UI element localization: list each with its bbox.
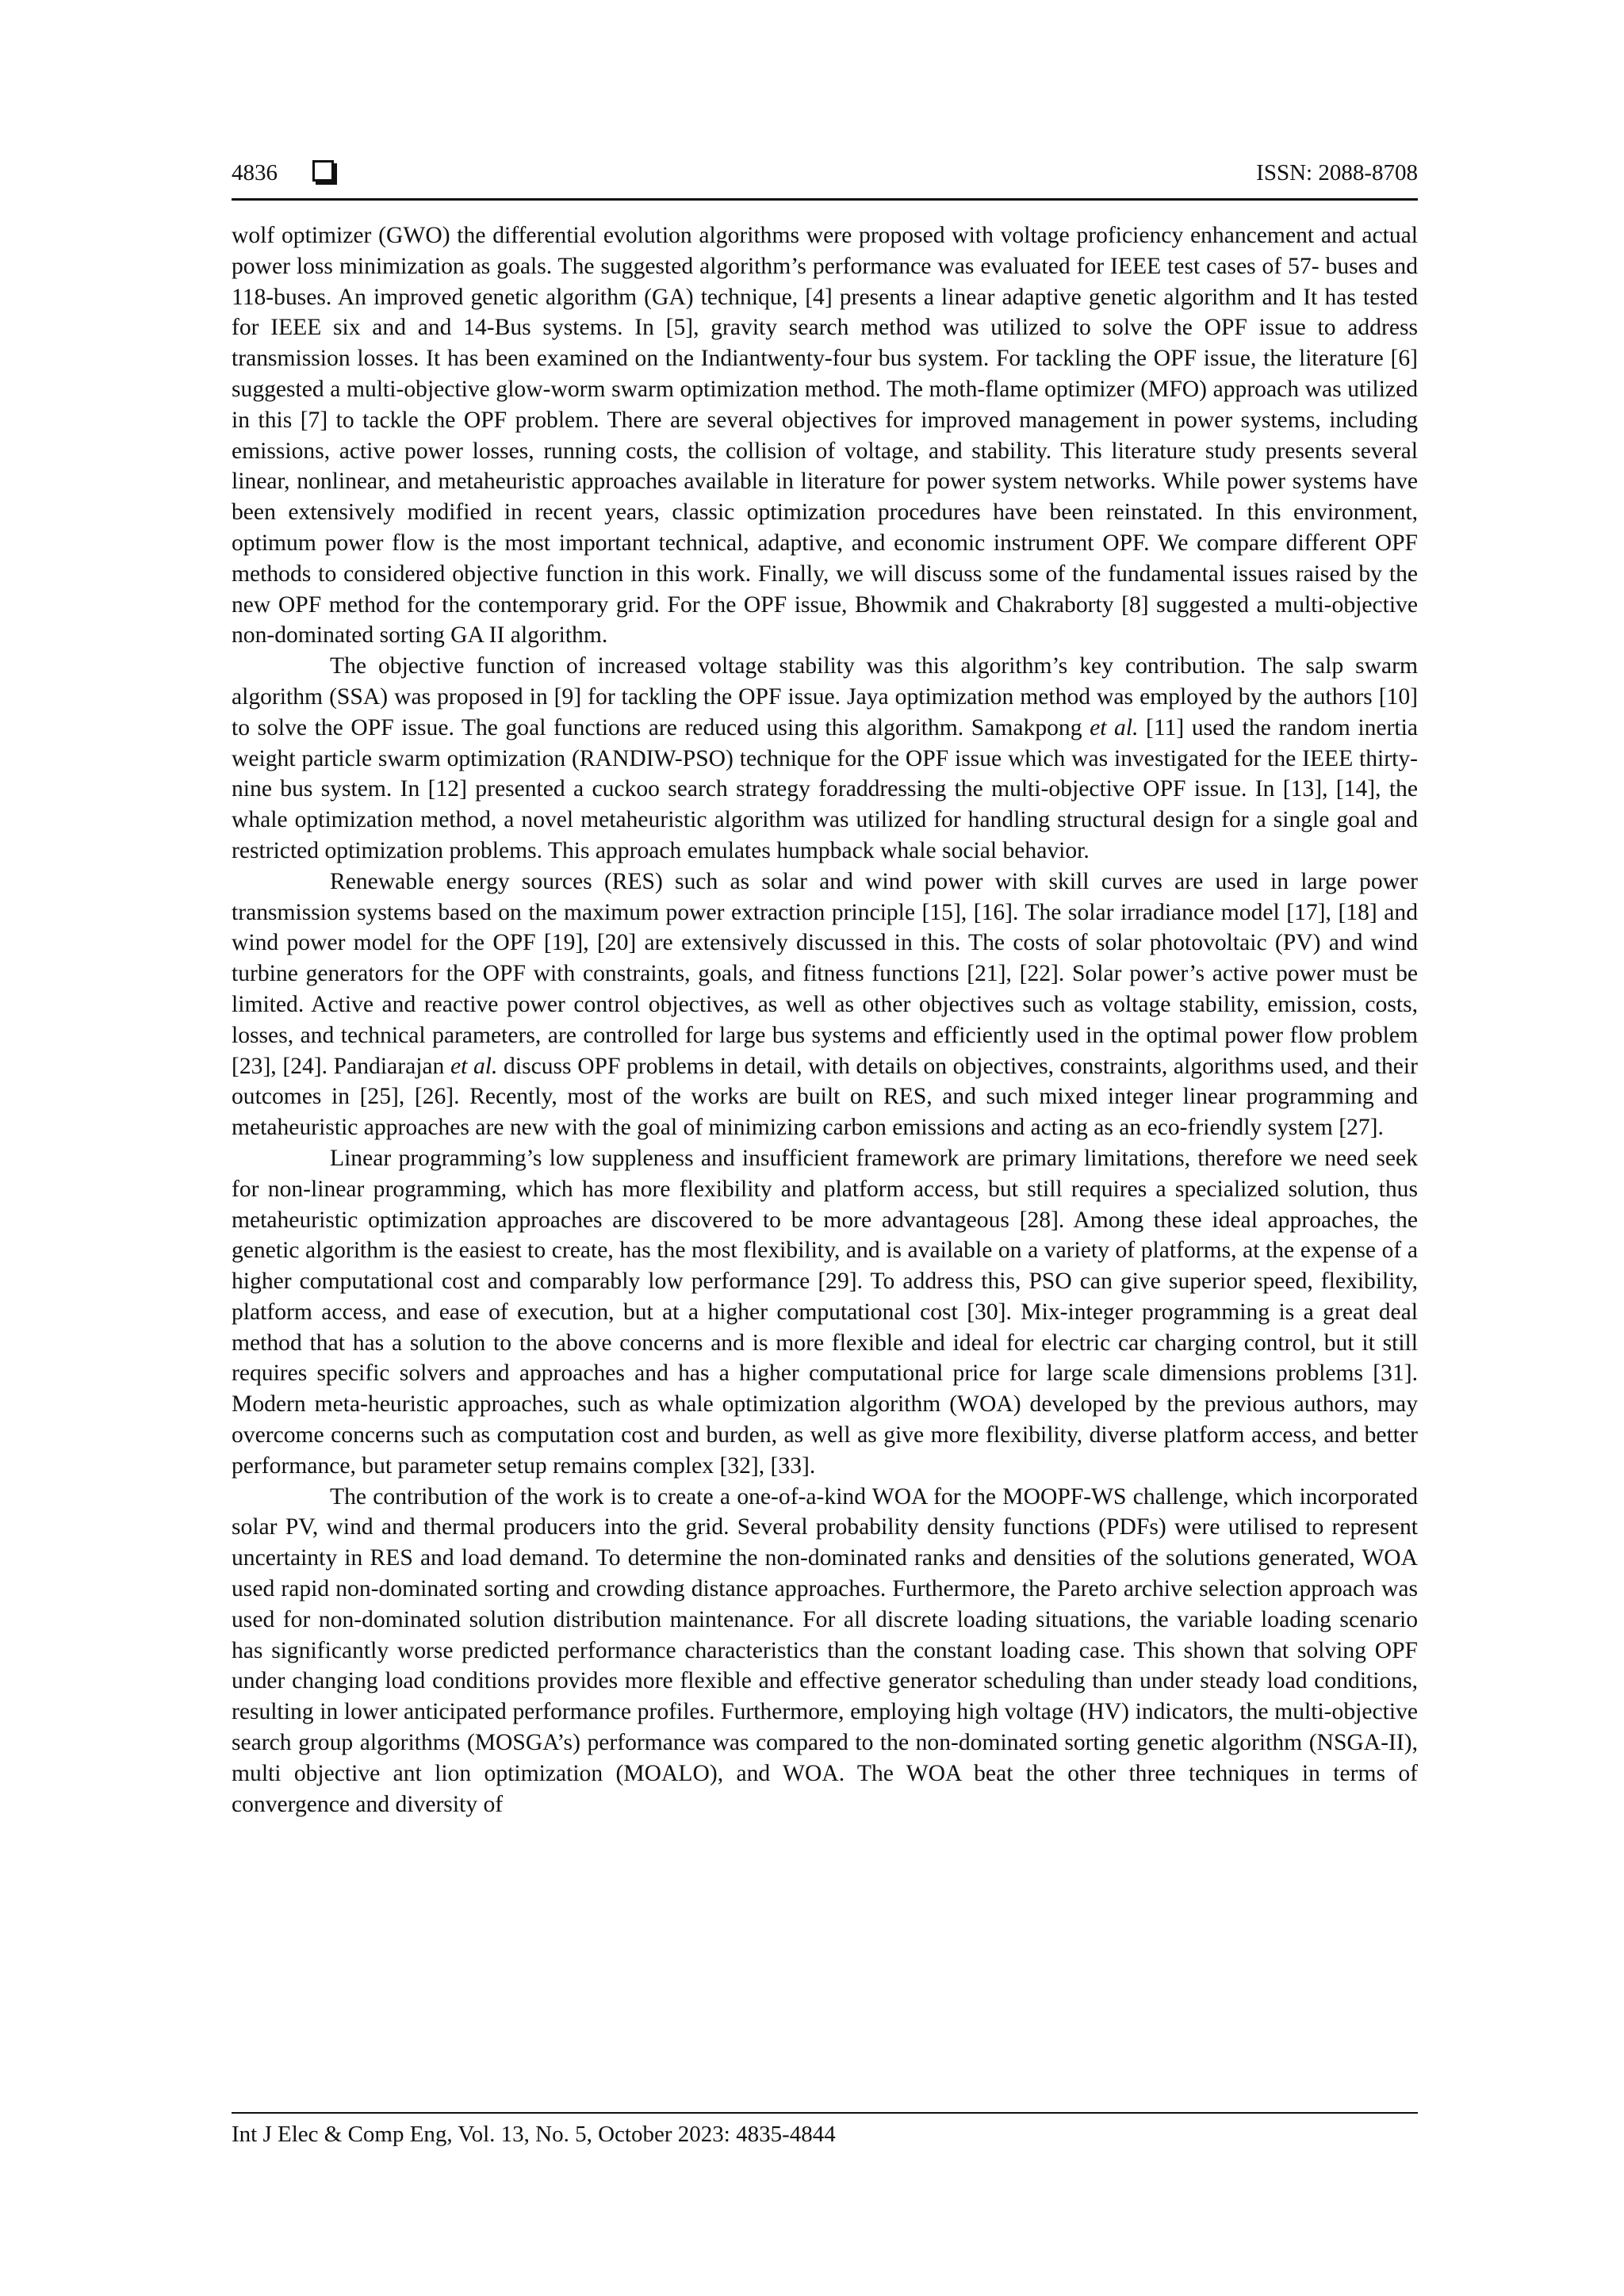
paragraph-2 [232,651,1418,867]
checkbox-ornament-icon [312,160,334,182]
header-left [232,155,334,190]
italic-et-al: et al. [450,1053,498,1079]
running-header [232,155,1418,190]
page-number: 4836 [232,160,278,186]
paragraph-text: The objective function of increased voltage stability was this algorithm’s key contribution. The salp swarm algorithm (SSA) was proposed in [9] for tackling the OPF issue. Jaya optimization method was employed by the authors [10] to solve the OPF issue. The goal functions are reduced using this algorithm. Samakpong [232,653,1418,740]
paragraph-text: Linear programming’s low suppleness and insufficient framework are primary limitations, therefore we need seek for non-linear programming, which has more flexibility and platform access, but still requires a specialized solution, thus metaheuristic optimization approaches are discovered to be more advantageous [28]. Among these ideal approaches, the genetic algorithm is the easiest to create, has the most flexibility, and is available on a variety of platforms, at the expense of a higher computational cost and comparably low performance [29]. To address this, PSO can give superior speed, flexibility, platform access, and ease of execution, but at a higher computational cost [30]. Mix-integer programming is a great deal method that has a solution to the above concerns and is more flexible and ideal for electric car charging control, but it still requires specific solvers and approaches and has a higher computational price for large scale dimensions problems [31]. Modern meta-heuristic approaches, such as whale optimization algorithm (WOA) developed by the previous authors, may overcome concerns such as computation cost and burden, as well as give more flexibility, diverse platform access, and better performance, but parameter setup remains complex [32], [33]. [232,1145,1418,1479]
footer-citation: Int J Elec & Comp Eng, Vol. 13, No. 5, October 2023: 4835-4844 [232,2122,836,2147]
italic-et-al: et al. [1090,714,1139,740]
paragraph-text: discuss OPF problems in detail, with details on objectives, constraints, algorithms used, and their outcomes in [25], [26]. Recently, most of the works are built on RES, and such mixed integer linear programming and metaheuristic approaches are new with the goal of minimizing carbon emissions and acting as an eco-friendly system [27]. [232,1053,1418,1141]
paragraph-text: Renewable energy sources (RES) such as solar and wind power with skill curves are used in large power transmission systems based on the maximum power extraction principle [15], [16]. The solar irradiance model [17], [18] and wind power model for the OPF [19], [20] are extensively discussed in this. The costs of solar photovoltaic (PV) and wind turbine generators for the OPF with constraints, goals, and fitness functions [21], [22]. Solar power’s active power must be limited. Active and reactive power control objectives, as well as other objectives such as voltage stability, emission, costs, losses, and technical parameters, are controlled for large bus systems and efficiently used in the optimal power flow problem [23], [24]. Pandiarajan [232,868,1418,1079]
paragraph-text: [11] used the random inertia weight particle swarm optimization (RANDIW-PSO) technique for the OPF issue which was investigated for the IEEE thirty-nine bus system. In [12] presented a cuckoo search strategy foraddressing the multi-objective OPF issue. In [13], [14], the whale optimization method, a novel metaheuristic algorithm was utilized for handling structural design for a single goal and restricted optimization problems. This approach emulates humpback whale social behavior. [232,714,1418,863]
paragraph-5 [232,1482,1418,1820]
paragraph-3 [232,867,1418,1143]
paragraph-text: The contribution of the work is to create a one-of-a-kind WOA for the MOOPF-WS challenge, which incorporated solar PV, wind and thermal producers into the grid. Several probability density functions (PDFs) were utilised to represent uncertainty in RES and load demand. To determine the non-dominated ranks and densities of the solutions generated, WOA used rapid non-dominated sorting and crowding distance approaches. Furthermore, the Pareto archive selection approach was used for non-dominated solution distribution maintenance. For all discrete loading situations, the variable loading scenario has significantly worse predicted performance characteristics than the constant loading case. This shown that solving OPF under changing load conditions provides more flexible and effective generator scheduling than under steady load conditions, resulting in lower anticipated performance profiles. Furthermore, employing high voltage (HV) indicators, the multi-objective search group algorithms (MOSGA’s) performance was compared to the non-dominated sorting genetic algorithm (NSGA-II), multi objective ant lion optimization (MOALO), and WOA. The WOA beat the other three techniques in terms of convergence and diversity of [232,1483,1418,1817]
issn: ISSN: 2088-8708 [1256,160,1418,186]
footer-rule [232,2112,1418,2114]
paragraph-4 [232,1143,1418,1482]
paragraph-1 [232,220,1418,651]
paragraph-text: wolf optimizer (GWO) the differential evolution algorithms were proposed with voltage proficiency enhancement and actual power loss minimization as goals. The suggested algorithm’s performance was evaluated for IEEE test cases of 57- buses and 118-buses. An improved genetic algorithm (GA) technique, [4] presents a linear adaptive genetic algorithm and It has tested for IEEE six and and 14-Bus systems. In [5], gravity search method was utilized to solve the OPF issue to address transmission losses. It has been examined on the Indiantwenty-four bus system. For tackling the OPF issue, the literature [6] suggested a multi-objective glow-worm swarm optimization method. The moth-flame optimizer (MFO) approach was utilized in this [7] to tackle the OPF problem. There are several objectives for improved management in power systems, including emissions, active power losses, running costs, the collision of voltage, and stability. This literature study presents several linear, nonlinear, and metaheuristic approaches available in literature for power system networks. While power systems have been extensively modified in recent years, classic optimization procedures have been reinstated. In this environment, optimum power flow is the most important technical, adaptive, and economic instrument OPF. We compare different OPF methods to considered objective function in this work. Finally, we will discuss some of the fundamental issues raised by the new OPF method for the contemporary grid. For the OPF issue, Bhowmik and Chakraborty [8] suggested a multi-objective non-dominated sorting GA II algorithm. [232,223,1418,649]
header-rule [232,198,1418,201]
body-text [232,220,1418,1820]
